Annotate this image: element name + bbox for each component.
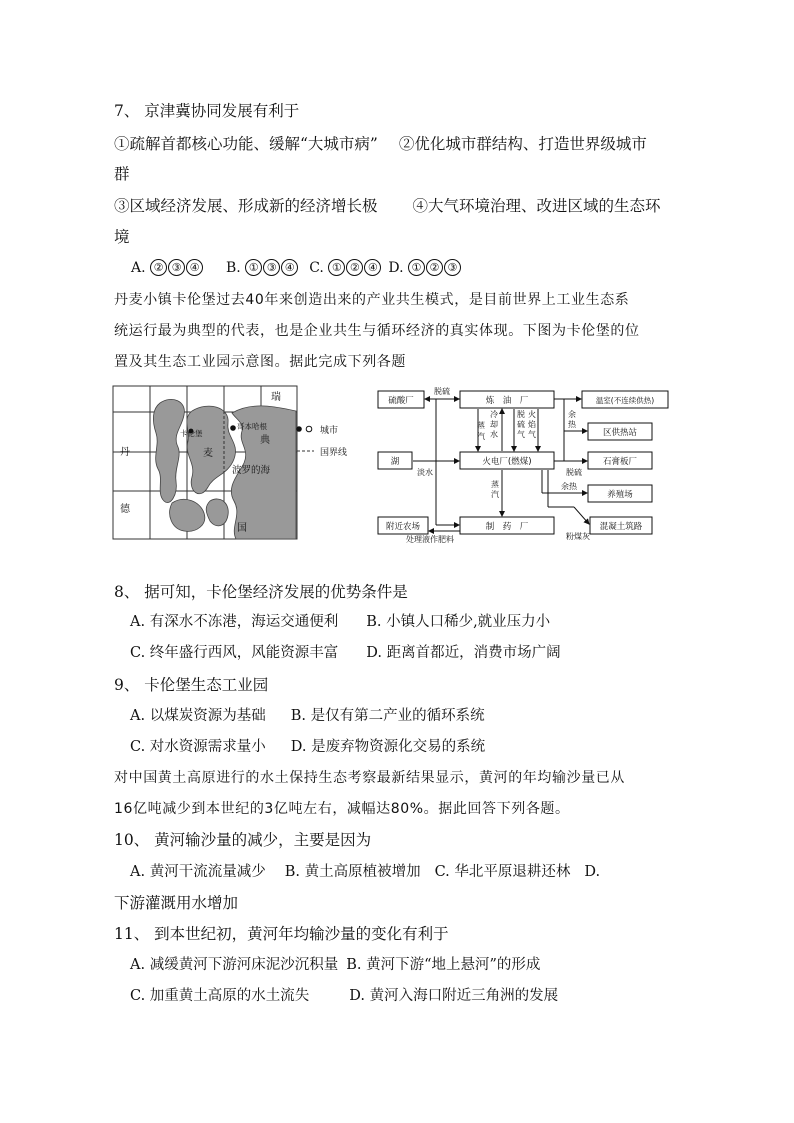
intro1-line2: 统运行最为典型的代表，也是企业共生与循环经济的真实体现。下图为卡伦堡的位 [114,323,640,339]
label-dsgas-a: 脱 [517,410,525,419]
label-flare-c: 气 [528,430,536,439]
q10-option-c: C. 华北平原退耕还林 [434,864,571,880]
q9-option-a: A. 以煤炭资源为基础 [130,708,266,724]
q9-option-d: D. 是废弃物资源化交易的系统 [290,739,486,755]
label-waste-heat-1a: 余 [568,410,576,419]
q8-options-row1 [130,612,550,632]
legend-city-dot [296,426,302,432]
label-steam-1b: 汽 [477,432,485,441]
label-farm: 附近农场 [385,522,421,532]
q7-option-d: D. ① ② ③ [388,260,462,276]
q11-option-c: C. 加重黄土高原的水土流失 [130,988,310,1004]
intro1-line1: 丹麦小镇卡伦堡过去40年来创造出来的产业共生模式，是目前世界上工业生态系 [114,292,630,308]
q9-stem: 9、 卡伦堡生态工业园 [114,676,269,694]
q11-stem: 11、 到本世纪初，黄河年均输沙量的变化有利于 [114,925,449,943]
q10-option-d-text: 下游灌溉用水增加 [114,894,239,912]
q11-option-b: B. 黄河下游“地上悬河”的形成 [346,957,541,973]
map-label-sweden-2: 典 [260,435,270,446]
q7-option-a: A. ② ③ ④ [131,260,204,276]
q8-options-row2 [130,643,561,663]
label-cool-a: 冷 [490,410,498,419]
intro1-line3: 置及其生态工业园示意图。据此完成下列各题 [114,354,406,370]
label-cool-c: 水 [490,430,498,439]
q8-option-d: D. 距离首都近，消费市场广阔 [366,645,561,661]
q7-statement-2: ②优化城市群结构、打造世界级城市 [398,135,647,153]
q10-options [130,862,600,882]
intro2-line2: 16亿吨减少到本世纪的3亿吨左右，减幅达80%。据此回答下列各题。 [114,801,570,817]
q10-option-b: B. 黄土高原植被增加 [284,864,421,880]
label-steam-2b: 汽 [491,490,499,499]
q7-statement-3: ③区域经济发展、形成新的经济增长极 [114,197,378,215]
label-dsgas-c: 气 [517,430,525,439]
label-steam-1a: 蒸 [477,421,485,430]
q8-option-a: A. 有深水不冻港，海运交通便利 [130,614,339,630]
q10-option-a: A. 黄河干流流量减少 [130,864,266,880]
label-dsgas-b: 硫 [517,420,525,429]
q11-options-row1 [130,955,540,975]
legend-border-label: 国界线 [320,448,348,458]
label-greenhouse: 温室(不连续供热) [595,396,655,405]
map-label-denmark-1: 丹 [120,447,130,458]
label-steam-2a: 蒸 [491,480,499,489]
label-heating: 区供热站 [602,428,638,438]
q8-option-b: B. 小镇人口稀少,就业压力小 [366,614,551,630]
q7-options [131,258,462,278]
label-waste-heat-2: 余热 [561,482,577,491]
q7-statement-1: ①疏解首都核心功能、缓解“大城市病” [114,135,378,153]
map-label-baltic: 波罗的海 [232,465,271,476]
q7-statement-4: ④大气环境治理、改进区域的生态环 [412,197,661,215]
label-fertilizer: 处理液作肥料 [406,535,454,543]
map-label-copenhagen: 哥本哈根 [237,422,267,431]
map-label-kalundborg: 卡伦堡 [180,429,203,438]
q7-statement-2-cont: 群 [114,165,130,183]
legend-city-label: 城市 [320,426,339,436]
q7-statements-row1 [114,134,647,154]
label-desulf-1: 脱硫 [434,387,450,396]
q11-options-row2 [130,986,558,1006]
label-road: 混凝土筑路 [599,522,643,532]
legend-city-circle [306,426,312,432]
map-label-denmark-2: 麦 [203,448,213,459]
intro2-line1: 对中国黄土高原进行的水土保持生态考察最新结果显示，黄河的年均输沙量已从 [114,770,625,786]
label-pharma: 制 药 厂 [485,522,529,532]
q8-stem: 8、 据可知，卡伦堡经济发展的优势条件是 [114,583,408,601]
label-lake: 湖 [390,457,400,467]
label-gypsum: 石膏板厂 [602,457,638,467]
q10-stem: 10、 黄河输沙量的减少，主要是因为 [114,831,372,849]
label-sulfuric: 硫酸厂 [388,396,414,406]
q9-option-b: B. 是仅有第二产业的循环系统 [290,708,485,724]
label-fish: 养殖场 [607,490,633,500]
label-power: 火电厂(燃煤) [482,457,532,467]
label-fly-ash: 粉煤灰 [566,532,590,541]
map-label-guo: 国 [237,523,247,534]
q8-option-c: C. 终年盛行西风，风能资源丰富 [130,645,339,661]
q7-option-c: C. ① ② ④ [309,260,382,276]
q7-option-b: B. ① ③ ④ [226,260,299,276]
label-flare-b: 焰 [528,420,536,429]
q9-options-row2 [130,737,485,757]
q9-options-row1 [130,706,485,726]
q7-statements-row2 [114,196,661,216]
label-flare-a: 火 [528,410,536,419]
map-label-sweden-1: 瑞 [271,392,281,403]
label-waste-heat-1b: 热 [568,420,576,429]
q7-stem: 7、 京津冀协同发展有利于 [114,102,300,120]
copenhagen-dot [230,425,236,431]
eco-industrial-park-diagram [374,383,682,543]
q11-option-d: D. 黄河入海口附近三角洲的发展 [349,988,559,1004]
label-fresh-water: 淡水 [417,468,433,477]
label-refinery: 炼 油 厂 [485,396,529,406]
label-desulf-2: 脱硫 [566,468,582,477]
label-cool-b: 却 [490,420,498,429]
q7-statement-4-cont: 境 [114,228,130,246]
kalundborg-location-map [112,383,362,543]
q9-option-c: C. 对水资源需求量小 [130,739,266,755]
q10-option-d-label: D. [584,864,601,880]
q11-option-a: A. 减缓黄河下游河床泥沙沉积量 [130,957,339,973]
map-label-germany: 德 [120,504,130,515]
